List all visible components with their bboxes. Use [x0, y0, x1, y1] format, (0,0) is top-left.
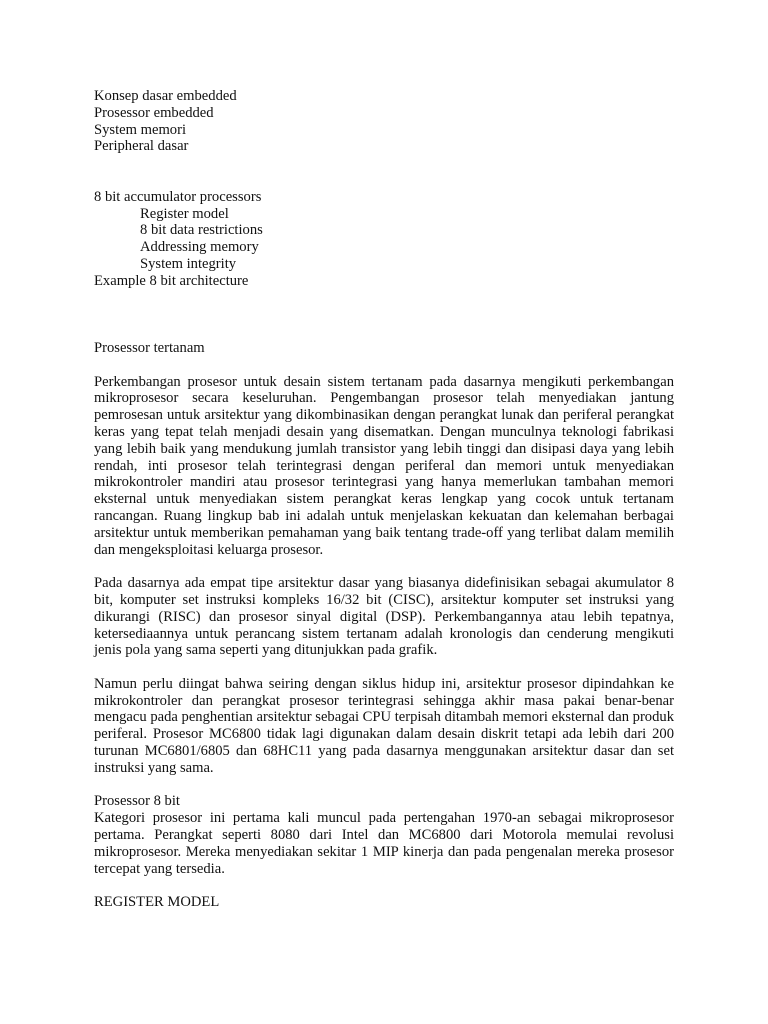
document-page: [94, 88, 674, 911]
body-paragraph: Kategori prosesor ini pertama kali muncul pada pertengahan 1970-an sebagai mikroprosesor pertama. Perangkat seperti 8080 dari Intel dan MC6800 dari Motorola memulai revolusi mikroprosesor. Mereka menyediakan sekitar 1 MIP kinerja dan pada pengenalan mereka prosesor tercepat yang tersedia.: [94, 810, 674, 877]
outline-item: Register model: [140, 205, 229, 222]
section-title: Prosessor 8 bit: [94, 793, 180, 810]
outline-list: [94, 189, 674, 290]
body-paragraph: Namun perlu diingat bahwa seiring dengan siklus hidup ini, arsitektur prosesor dipindahkan ke mikrokontroler dan perangkat prosesor terintegrasi sehingga akhir masa pakai benar-benar mengacu pada penghentian arsitektur sebagai CPU terpisah ditambah memori eksternal dan produk periferal. Prosesor MC6800 tidak lagi digunakan dalam desain diskrit tetapi ada lebih dari 200 turunan MC6801/6805 dan 68HC11 yang pada dasarnya menggunakan arsitektur dasar dan set instruksi yang sama.: [94, 675, 674, 776]
section-title: Prosessor tertanam: [94, 339, 205, 356]
toc-item: Peripheral dasar: [94, 138, 189, 155]
outline-footer: Example 8 bit architecture: [94, 272, 249, 289]
toc-item: Prosessor embedded: [94, 104, 214, 121]
body-paragraph: Pada dasarnya ada empat tipe arsitektur dasar yang biasanya didefinisikan sebagai akumulator 8 bit, komputer set instruksi kompleks 16/32 bit (CISC), arsitektur komputer set instruksi yang dikurangi (RISC) dan prosesor sinyal digital (DSP). Perkembangannya atau lebih tepatnya, ketersediaannya untuk perancang sistem tertanam adalah kronologis dan cenderung mengikuti jenis pola yang sama seperti yang ditunjukkan pada grafik.: [94, 575, 674, 659]
toc-item: Konsep dasar embedded: [94, 88, 237, 104]
outline-item: Addressing memory: [140, 239, 259, 256]
outline-heading: 8 bit accumulator processors: [94, 188, 262, 205]
outline-item: System integrity: [140, 255, 237, 272]
toc-item: System memori: [94, 121, 187, 138]
body-paragraph: Perkembangan prosesor untuk desain sistem tertanam pada dasarnya mengikuti perkembangan mikroprosesor secara keseluruhan. Pengembangan prosesor telah menyediakan jantung pemrosesan untuk arsitektur yang dikombinasikan dengan perangkat lunak dan periferal perangkat keras yang tepat telah menjadi desain yang disematkan. Dengan munculnya teknologi fabrikasi yang lebih baik yang mendukung jumlah transistor yang lebih tinggi dan disipasi daya yang lebih rendah, inti prosesor telah terintegrasi dengan periferal dan memori untuk menyediakan mikrokontroler mandiri atau prosesor terintegrasi yang hanya memerlukan tambahan memori eksternal untuk menyediakan sistem perangkat keras lengkap yang cocok untuk tertanam rancangan. Ruang lingkup bab ini adalah untuk menjelaskan kekuatan dan kelemahan berbagai arsitektur untuk memberikan pemahaman yang baik tentang trade-off yang terlibat dalam memilih dan mengeksploitasi keluarga prosesor.: [94, 373, 674, 558]
outline-item: 8 bit data restrictions: [140, 222, 263, 239]
toc-list: [94, 88, 674, 155]
section-title: REGISTER MODEL: [94, 894, 220, 911]
